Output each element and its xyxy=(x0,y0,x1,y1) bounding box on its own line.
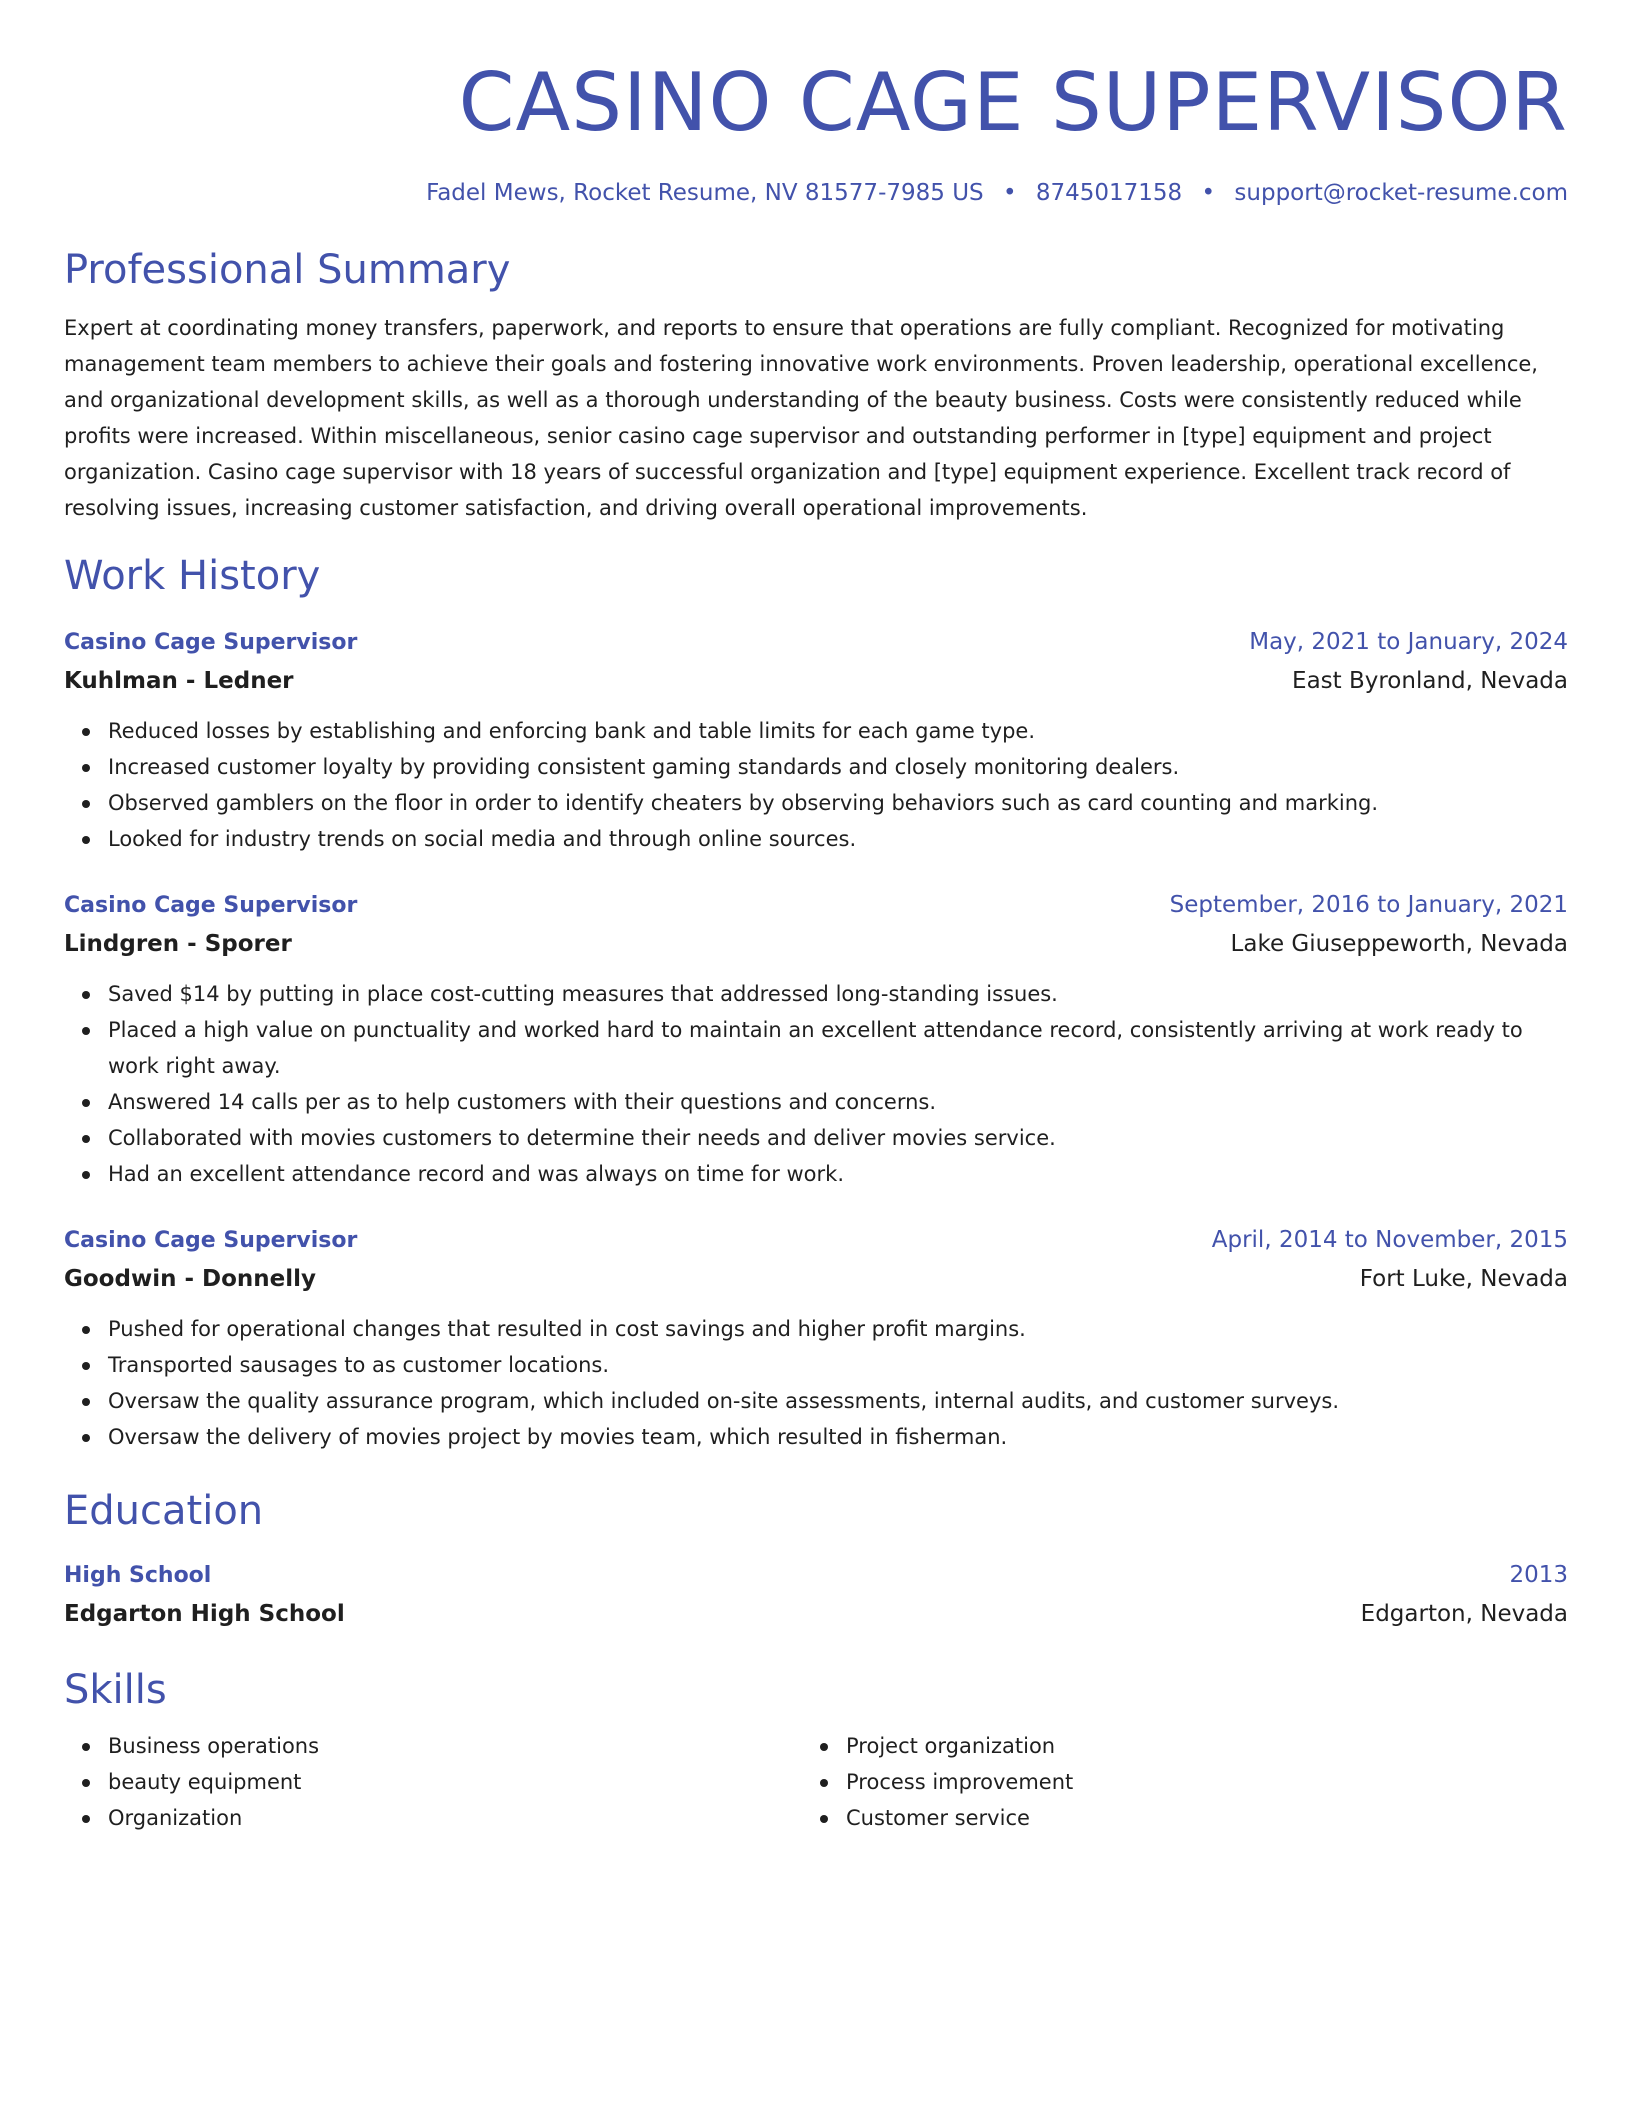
candidate-title: CASINO CAGE SUPERVISOR xyxy=(458,56,1568,149)
education-year: 2013 xyxy=(1509,1562,1568,1588)
contact-phone: 8745017158 xyxy=(1035,180,1183,206)
job-company: Goodwin - Donnelly xyxy=(64,1266,317,1292)
resume-header xyxy=(64,50,1568,208)
job-location: Lake Giuseppeworth, Nevada xyxy=(1230,931,1568,957)
skills-heading: Skills xyxy=(64,1667,167,1713)
skill-item: Project organization xyxy=(846,1728,1540,1764)
job-bullet: Reduced losses by establishing and enforcing bank and table limits for each game type. xyxy=(108,713,1568,749)
job-bullet: Oversaw the delivery of movies project by movies team, which resulted in fisherman. xyxy=(108,1419,1568,1455)
education-heading: Education xyxy=(64,1488,264,1534)
skill-item: beauty equipment xyxy=(108,1764,802,1800)
job-bullet: Answered 14 calls per as to help customers with their questions and concerns. xyxy=(108,1084,1568,1120)
contact-line xyxy=(64,178,1568,208)
job-company: Lindgren - Sporer xyxy=(64,931,292,957)
summary-text: Expert at coordinating money transfers, paperwork, and reports to ensure that operations are fully compliant. Recognized for motivating management team members to achieve their goals and fostering innovative work environments. Proven leadership, operational excellence, and organizational development skills, as well as a thorough understanding of the beauty business. Costs were consistently reduced while profits were increased. Within miscellaneous, senior casino cage supervisor and outstanding performer in [type] equipment and project organization. Casino cage supervisor with 18 years of successful organization and [type] equipment experience. Excellent track record of resolving issues, increasing customer satisfaction, and driving overall operational improvements. xyxy=(64,316,1538,520)
job-bullet: Transported sausages to as customer locations. xyxy=(108,1347,1568,1383)
skills-grid xyxy=(64,1728,1568,1836)
job-entry xyxy=(64,624,1568,857)
job-bullet: Collaborated with movies customers to determine their needs and deliver movies service. xyxy=(108,1120,1568,1156)
contact-address: Fadel Mews, Rocket Resume, NV 81577-7985 US xyxy=(426,180,984,206)
education-entry xyxy=(64,1557,1568,1634)
job-location: East Byronland, Nevada xyxy=(1292,668,1568,694)
job-company: Kuhlman - Ledner xyxy=(64,668,294,694)
contact-separator: • xyxy=(1201,180,1216,206)
job-bullet: Placed a high value on punctuality and worked hard to maintain an excellent attendance record, consistently arriving at work ready to work right away. xyxy=(108,1012,1568,1084)
job-bullet: Increased customer loyalty by providing consistent gaming standards and closely monitoring dealers. xyxy=(108,749,1568,785)
job-dates: September, 2016 to January, 2021 xyxy=(1169,892,1568,918)
work-history-heading: Work History xyxy=(64,553,321,599)
skill-item: Business operations xyxy=(108,1728,802,1764)
skills-list xyxy=(802,1728,1540,1836)
job-dates: April, 2014 to November, 2015 xyxy=(1211,1227,1568,1253)
skills-column-left xyxy=(64,1728,802,1836)
job-bullets xyxy=(64,1311,1568,1455)
summary-heading: Professional Summary xyxy=(64,247,511,293)
education-location: Edgarton, Nevada xyxy=(1360,1601,1568,1627)
skill-item: Process improvement xyxy=(846,1764,1540,1800)
education-degree: High School xyxy=(64,1563,212,1588)
job-bullet: Pushed for operational changes that resulted in cost savings and higher profit margins. xyxy=(108,1311,1568,1347)
job-title: Casino Cage Supervisor xyxy=(64,893,358,918)
job-location: Fort Luke, Nevada xyxy=(1359,1266,1568,1292)
job-bullet: Oversaw the quality assurance program, which included on-site assessments, internal audits, and customer surveys. xyxy=(108,1383,1568,1419)
skills-column-right xyxy=(802,1728,1540,1836)
job-entry xyxy=(64,887,1568,1192)
contact-email: support@rocket-resume.com xyxy=(1234,180,1568,206)
job-dates: May, 2021 to January, 2024 xyxy=(1249,629,1568,655)
education-school: Edgarton High School xyxy=(64,1601,345,1627)
job-bullets xyxy=(64,976,1568,1192)
job-bullet: Looked for industry trends on social media and through online sources. xyxy=(108,821,1568,857)
skill-item: Organization xyxy=(108,1800,802,1836)
skill-item: Customer service xyxy=(846,1800,1540,1836)
skills-list xyxy=(64,1728,802,1836)
contact-separator: • xyxy=(1002,180,1017,206)
job-bullet: Saved $14 by putting in place cost-cutting measures that addressed long-standing issues. xyxy=(108,976,1568,1012)
job-title: Casino Cage Supervisor xyxy=(64,630,358,655)
job-bullet: Observed gamblers on the floor in order to identify cheaters by observing behaviors such as card counting and marking. xyxy=(108,785,1568,821)
job-entry xyxy=(64,1222,1568,1455)
job-title: Casino Cage Supervisor xyxy=(64,1228,358,1253)
job-bullet: Had an excellent attendance record and was always on time for work. xyxy=(108,1156,1568,1192)
job-bullets xyxy=(64,713,1568,857)
